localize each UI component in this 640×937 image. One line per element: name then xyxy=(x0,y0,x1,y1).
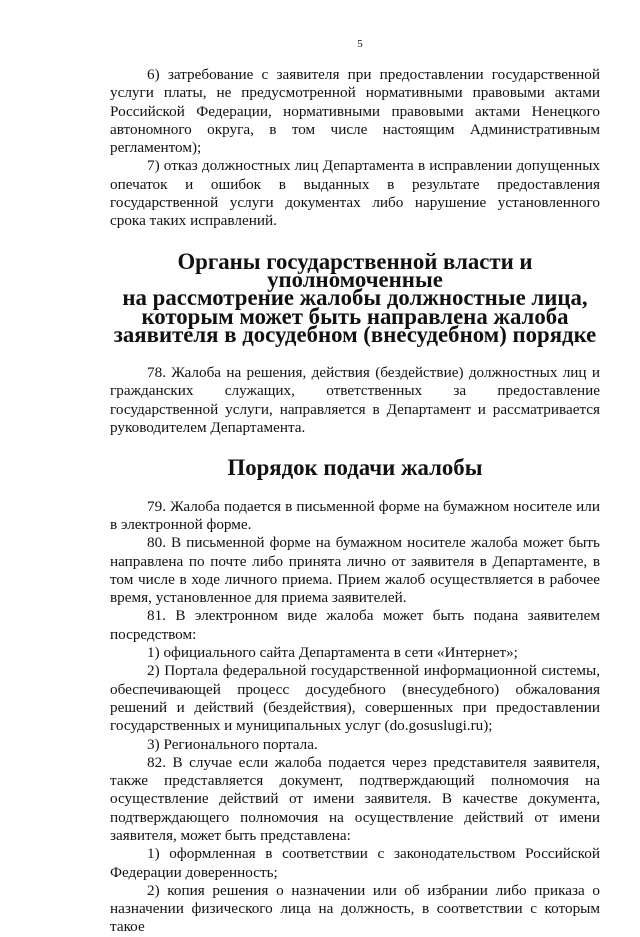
item-6-paragraph: 6) затребование с заявителя при предоставлении государственной услуги платы, не предусмотренной нормативными правовыми актами Российской Федерации, нормативными правовыми актами Ненецкого автономного округа, в том числе настоящим Административным регламентом); xyxy=(110,66,600,157)
heading-line-1: Органы государственной власти и уполномоченные xyxy=(177,248,533,292)
paragraph-78: 78. Жалоба на решения, действия (бездействие) должностных лиц и гражданских служащих, ответственных за предоставление государственной услуги, направляется в Департамент и рассматривается руководителем Департамента. xyxy=(110,364,600,437)
paragraph-79: 79. Жалоба подается в письменной форме на бумажном носителе или в электронной форме. xyxy=(110,497,600,533)
section-heading-authorities xyxy=(110,248,600,347)
section-heading-complaint-procedure: Порядок подачи жалобы xyxy=(227,455,483,481)
paragraph-81-item-3: 3) Регионального портала. xyxy=(147,735,318,753)
paragraph-81-item-2: 2) Портала федеральной государственной информационной системы, обеспечивающей процесс досудебного (внесудебного) обжалования решений и действий (бездействия), совершенных при предоставлении государственных и муниципальных услуг (do.gosuslugi.ru); xyxy=(110,662,600,735)
heading-line-2: на рассмотрение жалобы должностные лица, xyxy=(122,285,588,311)
paragraph-82-item-1: 1) оформленная в соответствии с законодательством Российской Федерации доверенность; xyxy=(110,845,600,881)
paragraph-81-item-1: 1) официального сайта Департамента в сети «Интернет»; xyxy=(147,644,518,662)
page-number: 5 xyxy=(357,38,363,50)
item-7-paragraph: 7) отказ должностных лиц Департамента в исправлении допущенных опечаток и ошибок в выданных в результате предоставления государственной услуги документах либо нарушение установленного срока таких исправлений. xyxy=(110,157,600,230)
paragraph-81: 81. В электронном виде жалоба может быть подана заявителем посредством: xyxy=(110,607,600,643)
heading-line-4: заявителя в досудебном (внесудебном) порядке xyxy=(113,321,597,347)
paragraph-82-item-2: 2) копия решения о назначении или об избрании либо приказа о назначении физического лица на должность, в соответствии с которым такое xyxy=(110,881,600,936)
paragraph-82: 82. В случае если жалоба подается через представителя заявителя, также представляется документ, подтверждающий полномочия на осуществление действий от имени заявителя. В качестве документа, подтверждающего полномочия на осуществление действий от имени заявителя, может быть представлена: xyxy=(110,753,600,844)
paragraph-80: 80. В письменной форме на бумажном носителе жалоба может быть направлена по почте либо принята лично от заявителя в Департаменте, в том числе в ходе личного приема. Прием жалоб осуществляется в рабочее время, установленное для приема заявителей. xyxy=(110,534,600,607)
heading-line-3: которым может быть направлена жалоба xyxy=(141,303,569,329)
